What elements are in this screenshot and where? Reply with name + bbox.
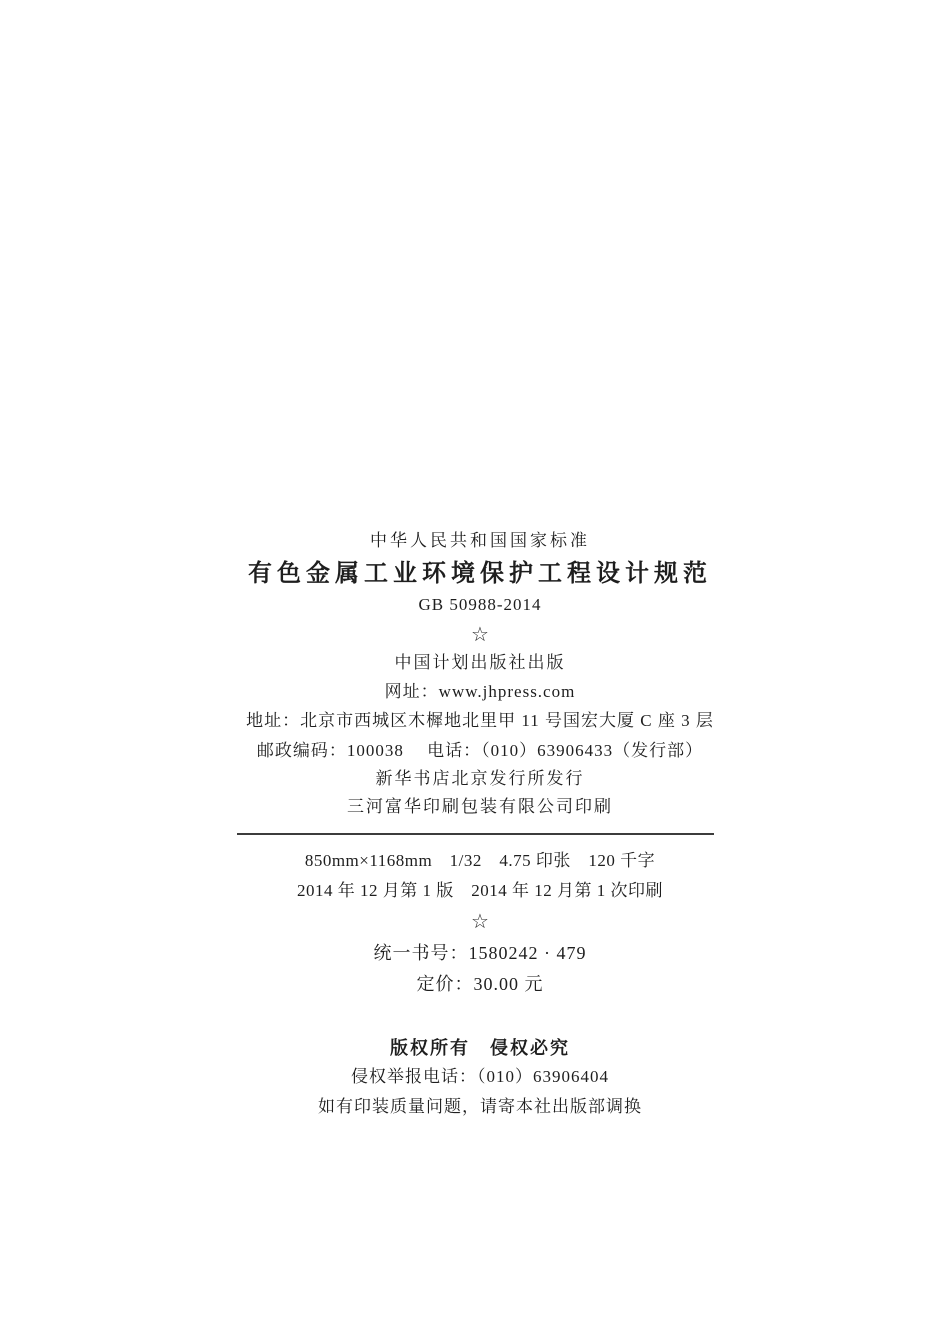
page-title: 有色金属工业环境保护工程设计规范 xyxy=(248,560,712,587)
price-line: 定价：30.00 元 xyxy=(416,974,544,994)
printer-line: 三河富华印刷包装有限公司印刷 xyxy=(347,797,613,816)
star-icon: ☆ xyxy=(471,911,489,933)
print-quality-note: 如有印装质量问题，请寄本社出版部调换 xyxy=(318,1097,642,1116)
standard-code: GB 50988-2014 xyxy=(418,595,542,614)
horizontal-rule xyxy=(237,833,714,835)
distributor-line: 新华书店北京发行所发行 xyxy=(375,769,585,788)
copyright-notice: 版权所有 侵权必究 xyxy=(390,1038,570,1058)
star-icon: ☆ xyxy=(471,624,489,646)
postal-code-and-phone: 邮政编码：100038 电话：（010）63906433（发行部） xyxy=(256,741,704,760)
publisher-address: 地址：北京市西城区木樨地北里甲 11 号国宏大厦 C 座 3 层 xyxy=(246,711,714,730)
standard-series-label: 中华人民共和国国家标准 xyxy=(370,531,590,550)
publisher-line: 中国计划出版社出版 xyxy=(394,653,566,672)
edition-line: 2014 年 12 月第 1 版 2014 年 12 月第 1 次印刷 xyxy=(297,881,663,900)
infringement-report-phone: 侵权举报电话：（010）63906404 xyxy=(351,1067,609,1086)
print-format-line: 850mm×1168mm 1/32 4.75 印张 120 千字 xyxy=(304,851,656,870)
publisher-website: 网址：www.jhpress.com xyxy=(384,682,576,701)
unified-book-number: 统一书号：1580242 · 479 xyxy=(373,943,587,963)
